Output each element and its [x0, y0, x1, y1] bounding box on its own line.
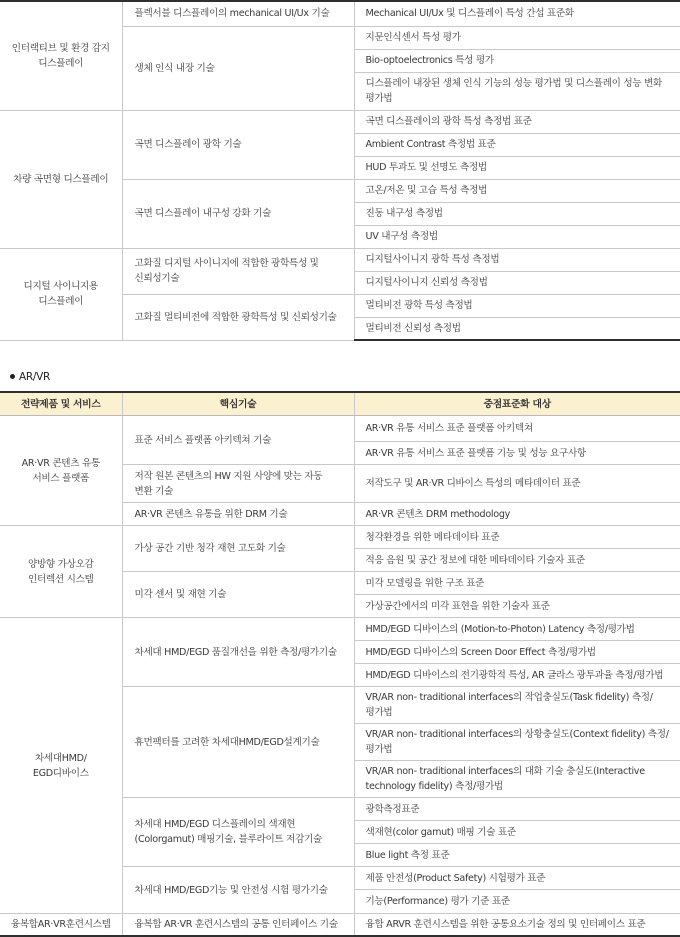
- core-tech-cell: 고화질 디지털 사이니지에 적합한 광학특성 및 신뢰성기술: [122, 248, 354, 294]
- bullet-icon: [10, 374, 15, 379]
- core-tech-cell: 곡면 디스플레이 내구성 강화 기술: [122, 179, 354, 248]
- standard-target-cell: Mechanical UI/Ux 및 디스플레이 특성 간섭 표준화: [354, 1, 680, 26]
- table-row: [0, 914, 680, 937]
- standard-target-cell: Blue light 측정 표준: [354, 844, 680, 867]
- display-standards-table: [0, 0, 680, 341]
- table-row: [0, 1, 680, 26]
- standard-target-cell: VR/AR non- traditional interfaces의 상황충실도(Context fidelity) 측정/평가법: [354, 724, 680, 761]
- standard-target-cell: 적응 음원 및 공간 정보에 대한 메타데이타 기술자 표준: [354, 549, 680, 572]
- standard-target-cell: 진동 내구성 측정법: [354, 202, 680, 225]
- standard-target-cell: 청각환경을 위한 메타데이타 표준: [354, 526, 680, 549]
- header-product: 전략제품 및 서비스: [0, 392, 122, 416]
- standard-target-cell: 제품 안전성(Product Safety) 시험평가 표준: [354, 867, 680, 890]
- standard-target-cell: 융합 ARVR 훈련시스템을 위한 공통요소기술 정의 및 인터페이스 표준: [354, 914, 680, 937]
- header-standard-target: 중점표준화 대상: [354, 392, 680, 416]
- core-tech-cell: 플렉서블 디스플레이의 mechanical UI/Ux 기술: [122, 1, 354, 26]
- section-title-arvr: [10, 371, 50, 383]
- product-cell: 차량 곡면형 디스플레이: [0, 110, 122, 248]
- product-cell: 인터랙티브 및 환경 감지 디스플레이: [0, 1, 122, 110]
- standard-target-cell: HUD 투과도 및 선명도 측정법: [354, 156, 680, 179]
- core-tech-cell: 차세대 HMD/EGD기능 및 안전성 시험 평가기술: [122, 867, 354, 914]
- standard-target-cell: 디지털사이니지 신뢰성 측정법: [354, 271, 680, 294]
- standard-target-cell: 디지털사이니지 광학 특성 측정법: [354, 248, 680, 271]
- standard-target-cell: HMD/EGD 디바이스의 전기광학적 특성, AR 글라스 광투과율 측정/평가법: [354, 664, 680, 687]
- table-row: [0, 618, 680, 641]
- standard-target-cell: 디스플레이 내장된 생체 인식 기능의 성능 평가법 및 디스플레이 성능 변화 평가법: [354, 72, 680, 110]
- core-tech-cell: 미각 센서 및 재현 기술: [122, 572, 354, 618]
- table-header-row: [0, 392, 680, 416]
- table-row: [0, 248, 680, 271]
- standard-target-cell: 저작도구 및 AR·VR 디바이스 특성의 메타데이터 표준: [354, 465, 680, 503]
- core-tech-cell: 저작 원본 콘텐츠의 HW 지원 사양에 맞는 자동 변환 기술: [122, 465, 354, 503]
- display-standards-table-body: [0, 1, 680, 340]
- standard-target-cell: 색재현(color gamut) 매핑 기술 표준: [354, 821, 680, 844]
- core-tech-cell: 융복합 AR·VR 훈련시스템의 공통 인터페이스 기술: [122, 914, 354, 937]
- standard-target-cell: 기능(Performance) 평가 기준 표준: [354, 890, 680, 914]
- standard-target-cell: 곡면 디스플레이의 광학 특성 측정법 표준: [354, 110, 680, 133]
- section-title-text: AR/VR: [19, 371, 50, 383]
- table-row: [0, 416, 680, 442]
- standard-target-cell: Bio-optoelectronics 특성 평가: [354, 49, 680, 72]
- core-tech-cell: 가상 공간 기반 청각 재현 고도화 기술: [122, 526, 354, 572]
- core-tech-cell: 차세대 HMD/EGD 디스플레이의 색재현(Colorgamut) 매핑기술, 블루라이트 저감기술: [122, 798, 354, 867]
- core-tech-cell: 차세대 HMD/EGD 품질개선을 위한 측정/평가기술: [122, 618, 354, 687]
- core-tech-cell: 생체 인식 내장 기술: [122, 26, 354, 110]
- standard-target-cell: 미각 모델링을 위한 구조 표준: [354, 572, 680, 595]
- product-cell: AR·VR 콘텐츠 유통 서비스 플랫폼: [0, 416, 122, 526]
- standard-target-cell: AR·VR 유통 서비스 표준 플랫폼 아키텍쳐: [354, 416, 680, 442]
- standard-target-cell: Ambient Contrast 측정법 표준: [354, 133, 680, 156]
- header-core-tech: 핵심기술: [122, 392, 354, 416]
- standard-target-cell: UV 내구성 측정법: [354, 225, 680, 248]
- arvr-standards-table: [0, 391, 680, 937]
- standard-target-cell: VR/AR non- traditional interfaces의 대화 기술 충실도(Interactive technology fidelity) 측정/평가법: [354, 761, 680, 798]
- standard-target-cell: 고온/저온 및 고습 특성 측정법: [354, 179, 680, 202]
- standard-target-cell: 지문인식센서 특성 평가: [354, 26, 680, 49]
- table-row: [0, 526, 680, 549]
- core-tech-cell: 곡면 디스플레이 광학 기술: [122, 110, 354, 179]
- product-cell: 차세대HMD/ EGD디바이스: [0, 618, 122, 914]
- arvr-standards-table-body: [0, 416, 680, 937]
- core-tech-cell: AR·VR 콘텐츠 유통을 위한 DRM 기술: [122, 503, 354, 526]
- standard-target-cell: 멀티비전 신뢰성 측정법: [354, 317, 680, 340]
- product-cell: 융복합AR·VR훈련시스템: [0, 914, 122, 937]
- table-row: [0, 110, 680, 133]
- standard-target-cell: 광학측정표준: [354, 798, 680, 821]
- core-tech-cell: 표준 서비스 플랫폼 아키텍쳐 기술: [122, 416, 354, 465]
- standard-target-cell: AR·VR 유통 서비스 표준 플랫폼 기능 및 성능 요구사항: [354, 442, 680, 465]
- core-tech-cell: 고화질 멀티비전에 적합한 광학특성 및 신뢰성기술: [122, 294, 354, 340]
- standard-target-cell: 멀티비전 광학 특성 측정법: [354, 294, 680, 317]
- core-tech-cell: 휴먼팩터를 고려한 차세대HMD/EGD설계기술: [122, 687, 354, 798]
- product-cell: 디지털 사이니지용 디스플레이: [0, 248, 122, 340]
- standard-target-cell: HMD/EGD 디바이스의 (Motion-to-Photon) Latency 측정/평가법: [354, 618, 680, 641]
- standard-target-cell: HMD/EGD 디바이스의 Screen Door Effect 측정/평가법: [354, 641, 680, 664]
- standard-target-cell: 가상공간에서의 미각 표현을 위한 기술자 표준: [354, 595, 680, 618]
- product-cell: 양방향 가상오감 인터렉션 시스템: [0, 526, 122, 618]
- standard-target-cell: VR/AR non- traditional interfaces의 작업충실도(Task fidelity) 측정/평가법: [354, 687, 680, 724]
- standard-target-cell: AR·VR 콘텐츠 DRM methodology: [354, 503, 680, 526]
